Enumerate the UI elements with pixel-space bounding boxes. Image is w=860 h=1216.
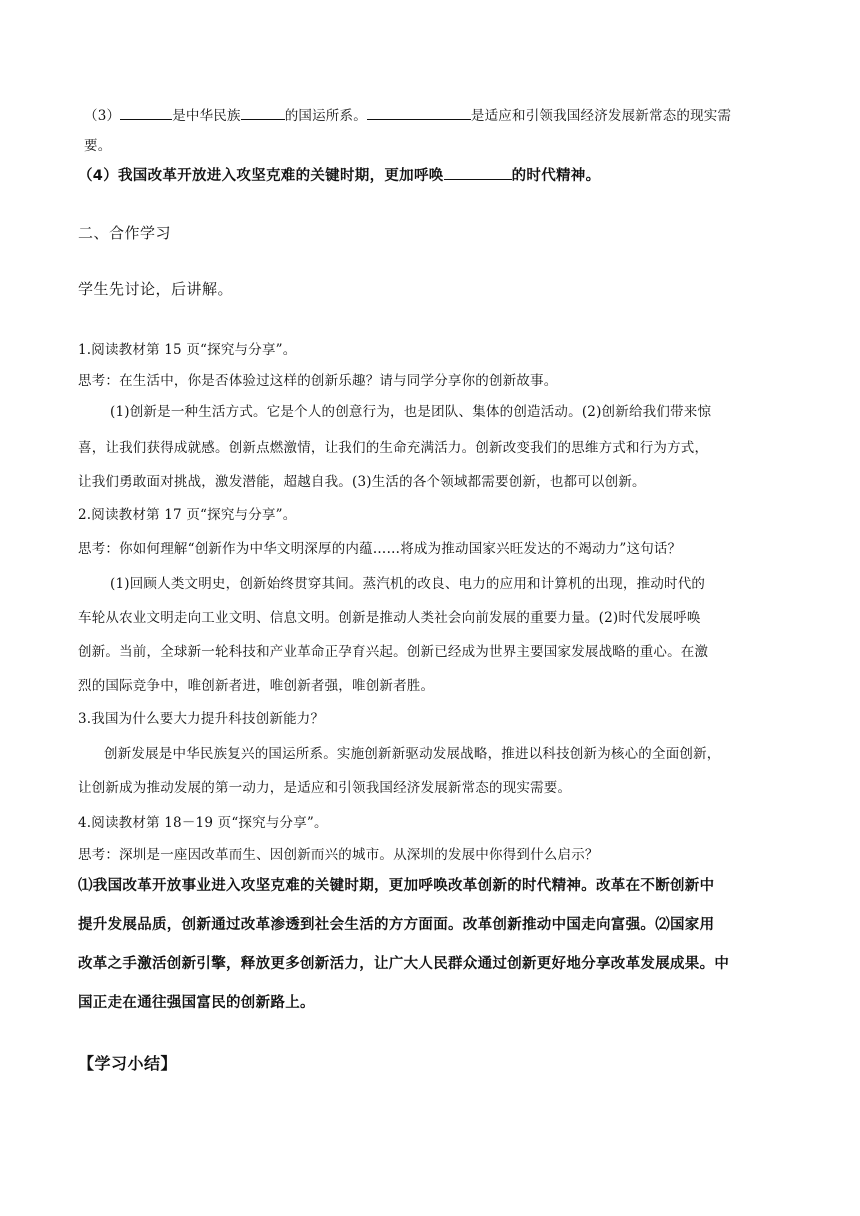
answer-blank[interactable]	[241, 105, 285, 120]
answer-line: 创新。当前，全球新一轮科技和产业革命正孕育兴起。创新已经成为世界主要国家发展战略的重心。在激	[78, 644, 709, 660]
answer-line: 车轮从农业文明走向工业文明、信息文明。创新是推动人类社会向前发展的重要力量。(2)时代发展呼唤	[78, 610, 701, 626]
item-number: （3）	[84, 108, 121, 124]
answer-line: 让我们勇敢面对挑战，激发潜能，超越自我。(3)生活的各个领域都需要创新，也都可以创新。	[78, 474, 646, 490]
question-4-title: 4.阅读教材第 18－19 页“探究与分享”。	[78, 815, 328, 831]
question-2-title: 2.阅读教材第 17 页“探究与分享”。	[78, 507, 297, 523]
question-4-prompt: 思考：深圳是一座因改革而生、因创新而兴的城市。从深圳的发展中你得到什么启示？	[78, 847, 599, 863]
summary-heading: 【学习小结】	[78, 1054, 178, 1073]
question-2-prompt: 思考：你如何理解“创新作为中华文明深厚的内蕴……将成为推动国家兴旺发达的不竭动力”这句话？	[78, 541, 682, 557]
answer-line: 创新发展是中华民族复兴的国运所系。实施创新新驱动发展战略，推进以科技创新为核心的全面创新，	[104, 746, 721, 762]
item-text: 要。	[84, 138, 112, 154]
answer-line: (1)创新是一种生活方式。它是个人的创意行为，也是团队、集体的创造活动。(2)创新给我们带来惊	[110, 404, 712, 420]
answer-line: (1)回顾人类文明史，创新始终贯穿其间。蒸汽机的改良、电力的应用和计算机的出现，推动时代的	[110, 576, 706, 592]
answer-line: ⑴我国改革开放事业进入攻坚克难的关键时期，更加呼唤改革创新的时代精神。改革在不断创新中	[78, 878, 715, 894]
item-text: 的国运所系。	[284, 108, 367, 124]
answer-line: 提升发展品质，创新通过改革渗透到社会生活的方方面面。改革创新推动中国走向富强。⑵国家用	[78, 917, 715, 933]
section-heading: 二、合作学习	[78, 224, 172, 242]
fill-in-item-3-continued	[84, 134, 111, 154]
answer-blank[interactable]	[120, 105, 172, 120]
section-intro: 学生先讨论，后讲解。	[78, 280, 234, 298]
answer-line: 改革之手激活创新引擎，释放更多创新活力，让广大人民群众通过创新更好地分享改革发展成果。中	[78, 956, 730, 972]
item-text: 是适应和引领我国经济发展新常态的现实需	[470, 108, 732, 124]
fill-in-item-4	[78, 164, 600, 185]
answer-line: 国正走在通往强国富民的创新路上。	[78, 995, 315, 1011]
question-1-title: 1.阅读教材第 15 页“探究与分享”。	[78, 342, 297, 358]
answer-blank[interactable]	[367, 105, 471, 120]
item-text: 的时代精神。	[511, 168, 601, 184]
answer-line: 让创新成为推动发展的第一动力，是适应和引领我国经济发展新常态的现实需要。	[78, 780, 572, 796]
fill-in-item-3	[84, 104, 731, 124]
question-3-title: 3.我国为什么要大力提升科技创新能力？	[78, 711, 325, 727]
answer-blank[interactable]	[444, 165, 512, 180]
question-1-prompt: 思考：在生活中，你是否体验过这样的创新乐趣？请与同学分享你的创新故事。	[78, 373, 558, 389]
item-text: （4）我国改革开放进入攻坚克难的关键时期，更加呼唤	[78, 168, 444, 184]
answer-line: 烈的国际竞争中，唯创新者进，唯创新者强，唯创新者胜。	[78, 678, 435, 694]
answer-line: 喜，让我们获得成就感。创新点燃激情，让我们的生命充满活力。创新改变我们的思维方式和行为方式，	[78, 440, 709, 456]
item-text: 是中华民族	[172, 108, 241, 124]
